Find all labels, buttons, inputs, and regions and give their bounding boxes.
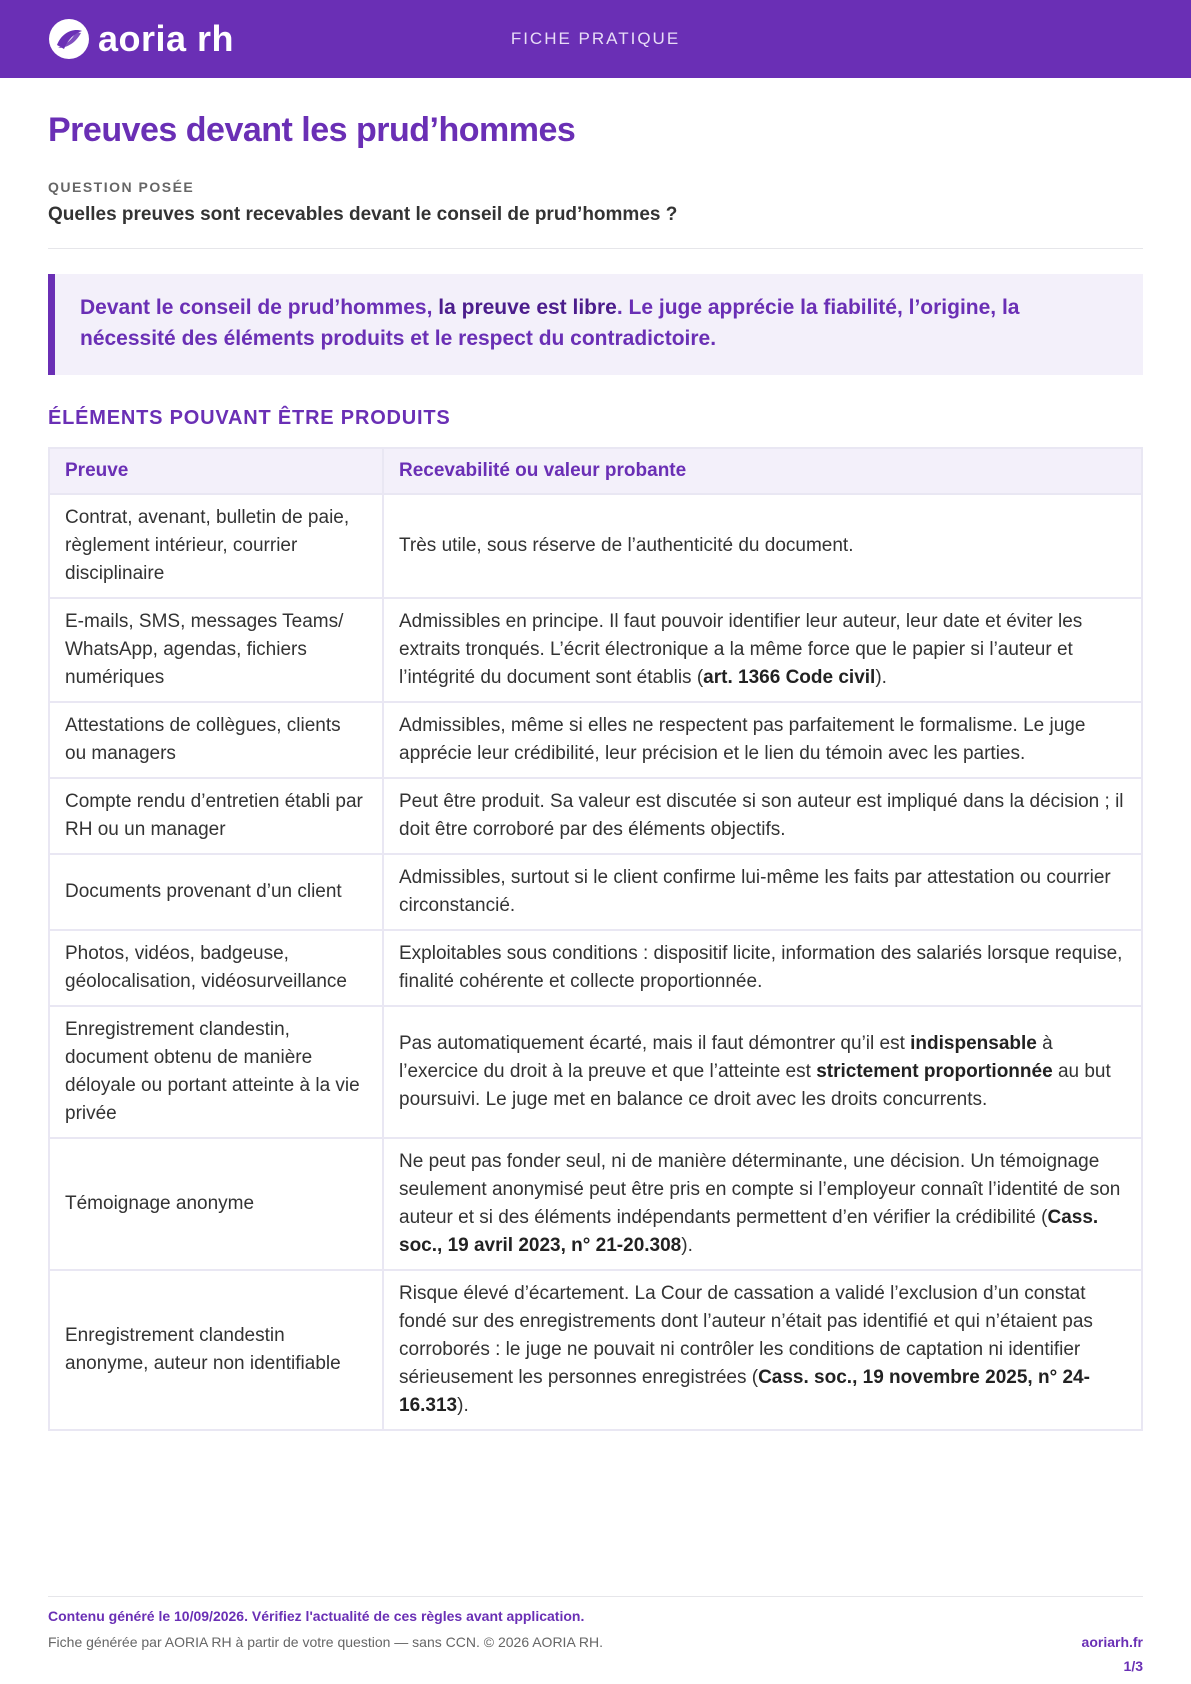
table-row (49, 1006, 1142, 1138)
callout-emphasis: la preuve est libre (438, 296, 617, 319)
value-text: ). (681, 1235, 693, 1256)
footer-credit: Fiche générée par AORIA RH à partir de votre question — sans CCN. © 2026 AORIA RH. (48, 1634, 604, 1650)
value-cell (383, 702, 1142, 778)
value-text: Risque élevé d’écartement. La Cour de cassation a validé l’exclusion d’un constat fondé sur des enregistrements dont l’auteur n’était pas identifié et qui n’étaient pas corroborés : le juge ne pouvait ni contrôler les conditions de captation ni identifier sérieusement les personnes enregistrées ( (399, 1283, 1093, 1388)
footer-notice: Contenu généré le 10/09/2026. Vérifiez l'actualité de ces règles avant application. (48, 1608, 585, 1624)
value-emphasis: Cass. soc., 19 novembre 2025, n° 24-16.313 (399, 1367, 1090, 1416)
value-text: Admissibles, même si elles ne respectent pas parfaitement le formalisme. Le juge apprécie leur crédibilité, leur précision et le lien du témoin avec les parties. (399, 715, 1086, 764)
column-header-value: Recevabilité ou valeur probante (383, 448, 1142, 494)
table-row (49, 598, 1142, 702)
page-number: 1/3 (1123, 1658, 1143, 1674)
brand-name: aoria rh (98, 18, 235, 59)
callout-text-end: . Le juge apprécie la fiabilité, l’origine, la nécessité des éléments produits et le respect du contradictoire. (80, 296, 1020, 350)
proof-cell: Enregistrement clandestin, document obtenu de manière déloyale ou portant atteinte à la vie privée (49, 1006, 383, 1138)
document-type-label: FICHE PRATIQUE (510, 29, 681, 48)
value-cell (383, 930, 1142, 1006)
evidence-table (48, 447, 1143, 1431)
value-text: au but poursuivi. Le juge met en balance ce droit avec les droits concurrents. (399, 1061, 1111, 1110)
proof-cell: Attestations de collègues, clients ou managers (49, 702, 383, 778)
value-emphasis: indispensable (910, 1033, 1037, 1054)
proof-cell: Enregistrement clandestin anonyme, auteur non identifiable (49, 1270, 383, 1430)
table-row (49, 494, 1142, 598)
header-bar (0, 0, 1191, 78)
column-header-proof: Preuve (49, 448, 383, 494)
value-text: Exploitables sous conditions : dispositif licite, information des salariés lorsque requise, finalité cohérente et collecte proportionnée. (399, 943, 1123, 992)
value-text: à l’exercice du droit à la preuve et que l’atteinte est (399, 1033, 1053, 1082)
value-emphasis: strictement proportionnée (816, 1061, 1053, 1082)
footer-divider (48, 1596, 1143, 1597)
table-row (49, 1138, 1142, 1270)
callout-text (80, 292, 1070, 354)
proof-cell: Documents provenant d’un client (49, 854, 383, 930)
value-cell (383, 778, 1142, 854)
proof-cell: Photos, vidéos, badgeuse, géolocalisation, vidéosurveillance (49, 930, 383, 1006)
proof-cell: Contrat, avenant, bulletin de paie, règlement intérieur, courrier disciplinaire (49, 494, 383, 598)
value-text: Ne peut pas fonder seul, ni de manière déterminante, une décision. Un témoignage seulement anonymisé peut être pris en compte si l’employeur connaît l’identité de son auteur et si des éléments indépendants permettent d’en vérifier la crédibilité ( (399, 1151, 1121, 1228)
value-text: Pas automatiquement écarté, mais il faut démontrer qu’il est (399, 1033, 911, 1054)
table-row (49, 1270, 1142, 1430)
proof-cell: Témoignage anonyme (49, 1138, 383, 1270)
divider (48, 248, 1143, 249)
question-label: QUESTION POSÉE (48, 179, 195, 195)
proof-cell: Compte rendu d’entretien établi par RH ou un manager (49, 778, 383, 854)
table-row (49, 930, 1142, 1006)
value-cell (383, 1138, 1142, 1270)
value-cell (383, 854, 1142, 930)
key-point-callout (48, 274, 1143, 375)
value-cell (383, 1006, 1142, 1138)
value-text: Peut être produit. Sa valeur est discutée si son auteur est impliqué dans la décision ; il doit être corroboré par des éléments objectifs. (399, 791, 1124, 840)
value-text: ). (875, 667, 887, 688)
table-header-row (49, 448, 1142, 494)
value-text: Admissibles en principe. Il faut pouvoir identifier leur auteur, leur date et éviter les extraits tronqués. L’écrit électronique a la même force que le papier si l’auteur et l’intégrité du document sont établis ( (399, 611, 1083, 688)
value-emphasis: Cass. soc., 19 avril 2023, n° 21-20.308 (399, 1207, 1099, 1256)
table-row (49, 854, 1142, 930)
question-text: Quelles preuves sont recevables devant le conseil de prud’hommes ? (48, 204, 678, 225)
value-text: ). (457, 1395, 469, 1416)
value-text: Très utile, sous réserve de l’authenticité du document. (399, 535, 854, 556)
page-title: Preuves devant les prud’hommes (48, 111, 576, 149)
callout-text-start: Devant le conseil de prud’hommes, (80, 296, 439, 319)
section-title: ÉLÉMENTS POUVANT ÊTRE PRODUITS (48, 407, 451, 429)
table-row (49, 702, 1142, 778)
table-row (49, 778, 1142, 854)
footer-site-link[interactable]: aoriarh.fr (1081, 1634, 1143, 1650)
value-cell (383, 1270, 1142, 1430)
value-emphasis: art. 1366 Code civil (703, 667, 876, 688)
proof-cell: E-mails, SMS, messages Teams/ WhatsApp, agendas, fichiers numériques (49, 598, 383, 702)
value-text: Admissibles, surtout si le client confirme lui-même les faits par attestation ou courrier circonstancié. (399, 867, 1111, 916)
value-cell (383, 494, 1142, 598)
value-cell (383, 598, 1142, 702)
